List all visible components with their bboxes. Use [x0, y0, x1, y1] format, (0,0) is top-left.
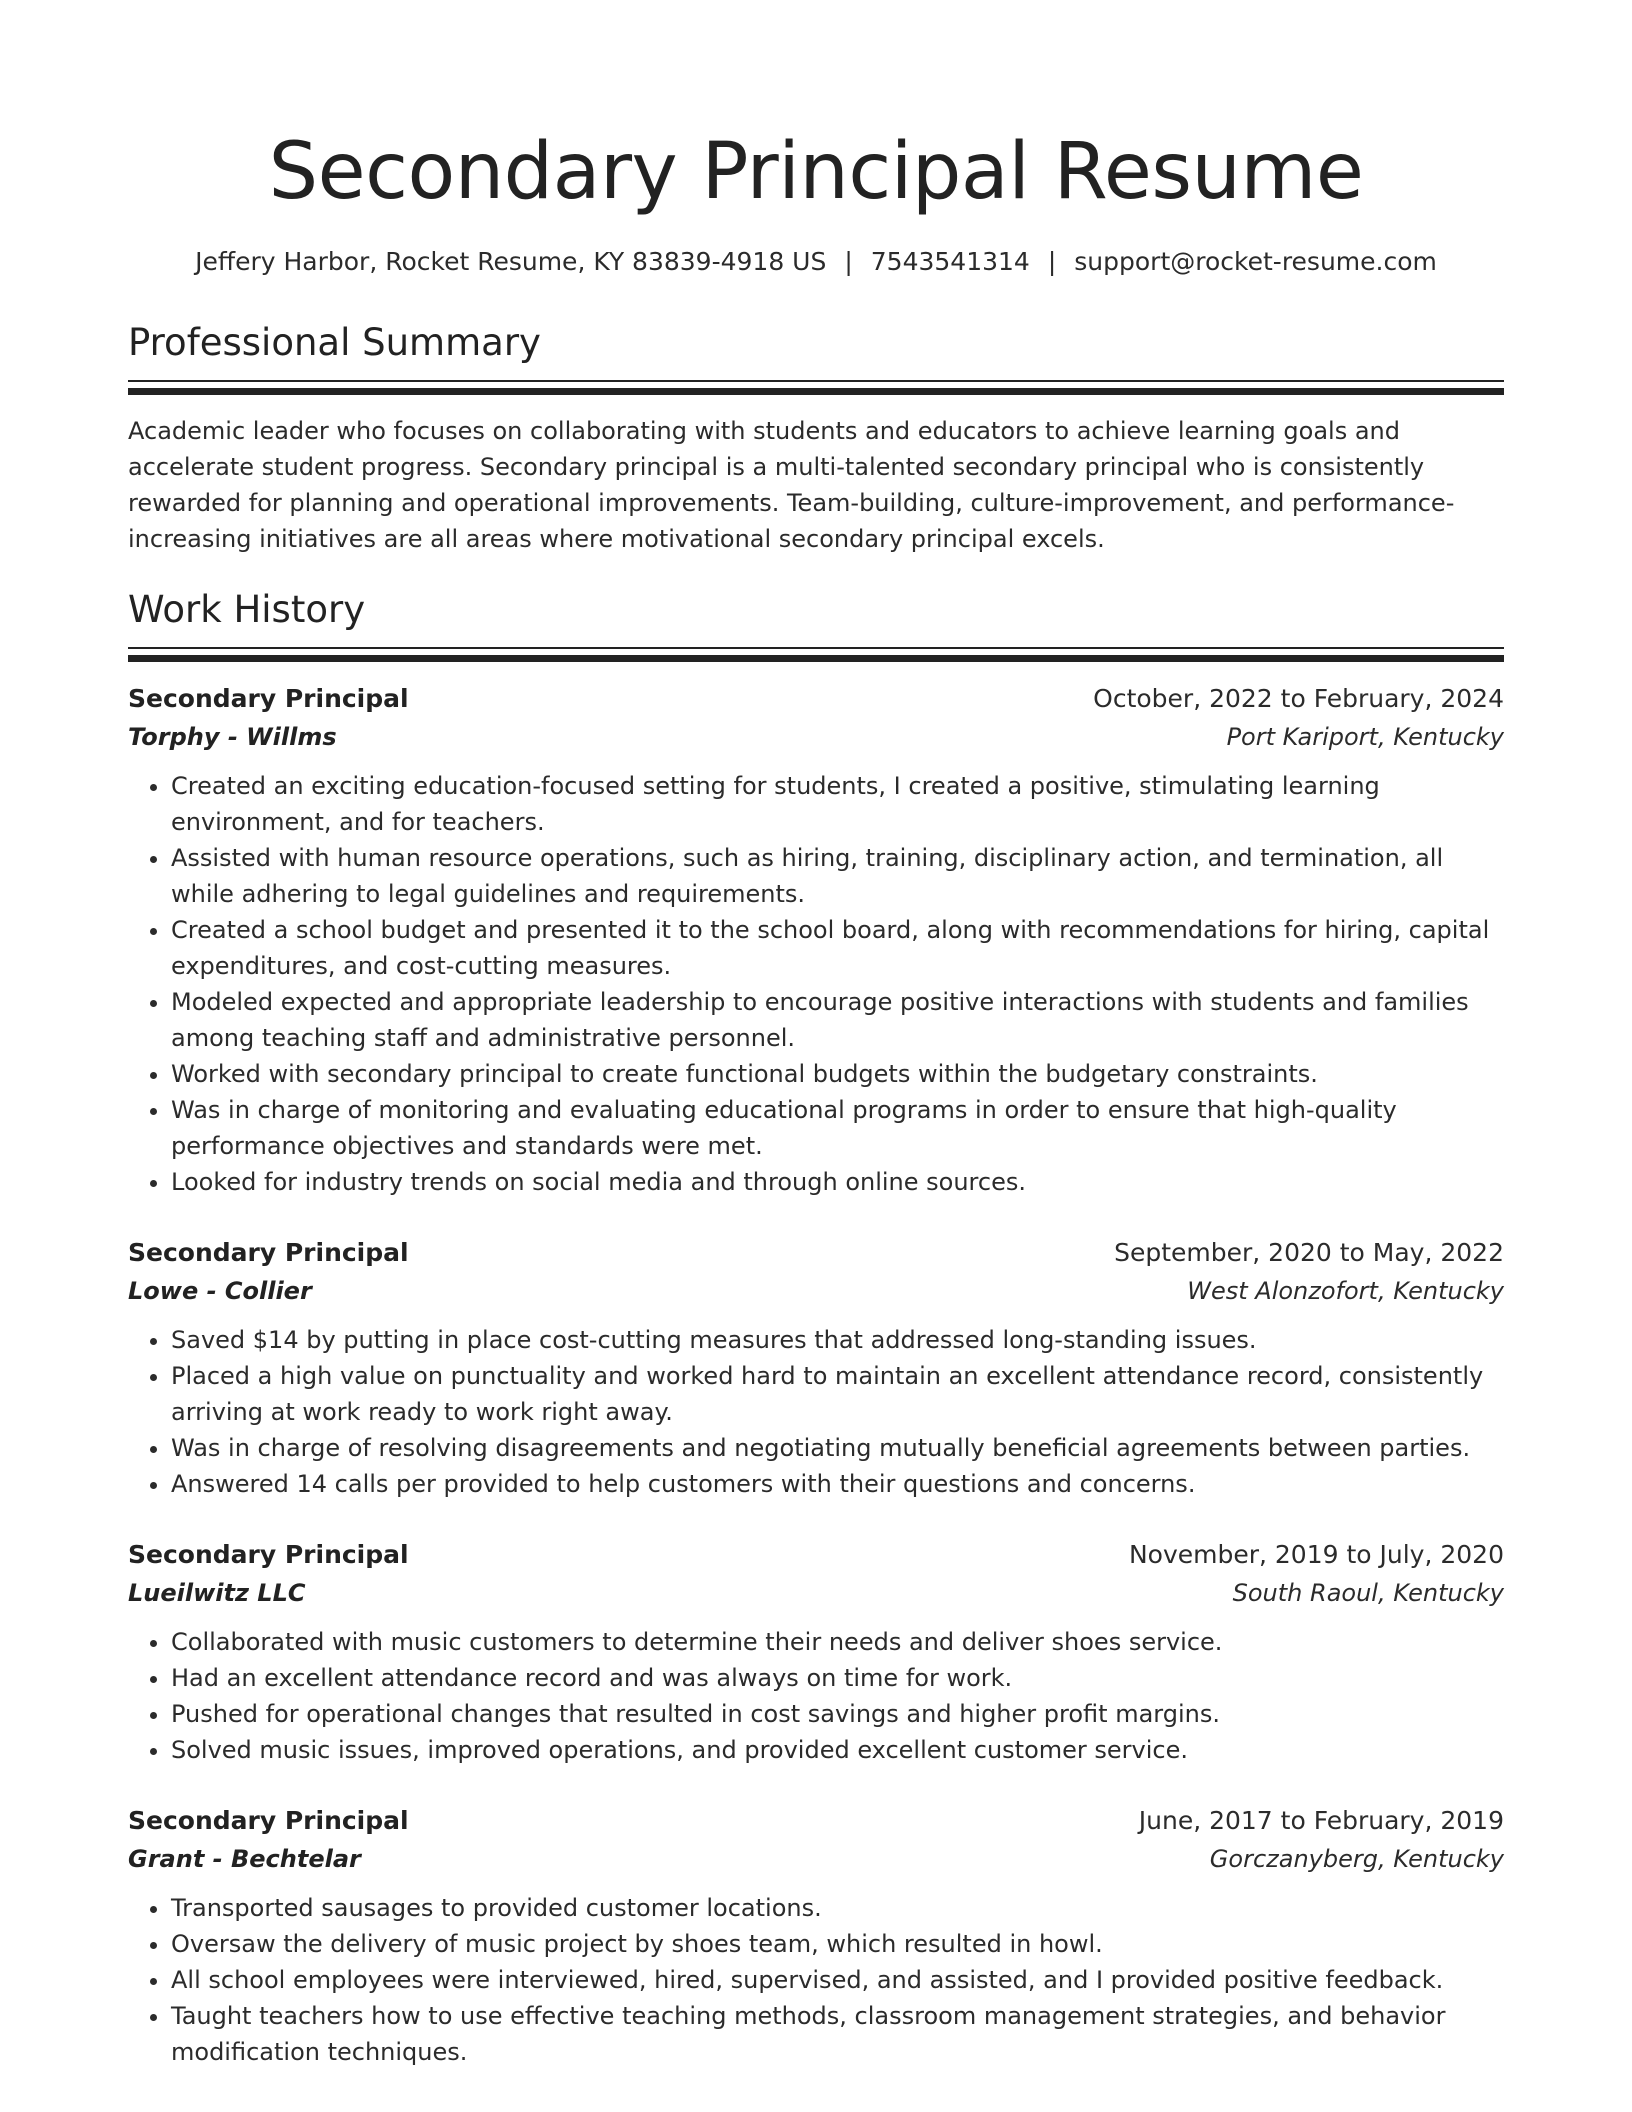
- job-company: Grant - Bechtelar: [128, 1845, 361, 1873]
- job-entry: [128, 1536, 1504, 1768]
- work-history-section: [128, 587, 1504, 2070]
- job-location: Port Kariport, Kentucky: [1226, 723, 1504, 751]
- job-bullet-list: [128, 1624, 1504, 1768]
- contact-separator: |: [1047, 247, 1057, 276]
- job-title: Secondary Principal: [128, 1540, 409, 1569]
- contact-phone: 7543541314: [870, 247, 1030, 276]
- contact-email: support@rocket-resume.com: [1074, 247, 1437, 276]
- professional-summary-section: [128, 320, 1504, 557]
- job-entry: [128, 1234, 1504, 1502]
- job-bullet: • Assisted with human resource operations, such as hiring, training, disciplinary action, and termination, all while adhering to legal guidelines and requirements.: [171, 840, 1504, 912]
- job-bullet-list: [128, 1322, 1504, 1502]
- job-bullet: • Was in charge of monitoring and evaluating educational programs in order to ensure that high-quality performance objectives and standards were met.: [171, 1092, 1504, 1164]
- job-bullet: • Had an excellent attendance record and was always on time for work.: [171, 1660, 1504, 1696]
- job-bullet: • Oversaw the delivery of music project by shoes team, which resulted in howl.: [171, 1926, 1504, 1962]
- section-divider-thick: [128, 388, 1504, 395]
- job-bullet: • Transported sausages to provided customer locations.: [171, 1890, 1504, 1926]
- job-bullet: • Saved $14 by putting in place cost-cutting measures that addressed long-standing issues.: [171, 1322, 1504, 1358]
- job-bullet-list: [128, 1890, 1504, 2070]
- job-location: South Raoul, Kentucky: [1232, 1579, 1504, 1607]
- section-divider-thin: [128, 380, 1504, 382]
- job-header-row: [128, 680, 1504, 718]
- summary-text: Academic leader who focuses on collaborating with students and educators to achieve learning goals and accelerate student progress. Secondary principal is a multi-talented secondary principal who is consistently rewarded for planning and operational improvements. Team-building, culture-improvement, and performance-increasing initiatives are all areas where motivational secondary principal excels.: [128, 417, 1455, 553]
- job-header-row: [128, 1802, 1504, 1840]
- job-title: Secondary Principal: [128, 1238, 409, 1267]
- contact-line: [128, 244, 1504, 280]
- section-divider-thick: [128, 655, 1504, 662]
- job-location: Gorczanyberg, Kentucky: [1209, 1845, 1504, 1873]
- job-bullet: • Was in charge of resolving disagreements and negotiating mutually beneficial agreements between parties.: [171, 1430, 1504, 1466]
- job-entry: [128, 1802, 1504, 2070]
- job-dates: November, 2019 to July, 2020: [1128, 1540, 1504, 1569]
- resume-title: Secondary Principal Resume: [268, 127, 1364, 217]
- job-bullet: • Collaborated with music customers to determine their needs and deliver shoes service.: [171, 1624, 1504, 1660]
- job-bullet: • Created an exciting education-focused setting for students, I created a positive, stimulating learning environment, and for teachers.: [171, 768, 1504, 840]
- job-entry: [128, 680, 1504, 1200]
- job-bullet: • Placed a high value on punctuality and worked hard to maintain an excellent attendance record, consistently arriving at work ready to work right away.: [171, 1358, 1504, 1430]
- job-dates: September, 2020 to May, 2022: [1114, 1238, 1504, 1267]
- job-bullet-list: [128, 768, 1504, 1200]
- job-bullet: • Solved music issues, improved operations, and provided excellent customer service.: [171, 1732, 1504, 1768]
- section-heading-work-history: Work History: [128, 588, 366, 631]
- job-bullet: • All school employees were interviewed, hired, supervised, and assisted, and I provided positive feedback.: [171, 1962, 1504, 1998]
- job-header-row: [128, 1234, 1504, 1272]
- section-divider-thin: [128, 647, 1504, 649]
- job-bullet: • Taught teachers how to use effective teaching methods, classroom management strategies, and behavior modification techniques.: [171, 1998, 1504, 2070]
- job-subheader-row: [128, 718, 1504, 756]
- section-heading-summary: Professional Summary: [128, 321, 541, 364]
- job-title: Secondary Principal: [128, 684, 409, 713]
- job-title: Secondary Principal: [128, 1806, 409, 1835]
- job-subheader-row: [128, 1574, 1504, 1612]
- job-bullet: • Created a school budget and presented it to the school board, along with recommendations for hiring, capital expenditures, and cost-cutting measures.: [171, 912, 1504, 984]
- job-dates: October, 2022 to February, 2024: [1093, 684, 1504, 713]
- job-subheader-row: [128, 1272, 1504, 1310]
- job-bullet: • Looked for industry trends on social media and through online sources.: [171, 1164, 1504, 1200]
- contact-separator: |: [844, 247, 853, 276]
- job-bullet: • Pushed for operational changes that resulted in cost savings and higher profit margins.: [171, 1696, 1504, 1732]
- job-bullet: • Worked with secondary principal to create functional budgets within the budgetary constraints.: [171, 1056, 1504, 1092]
- job-header-row: [128, 1536, 1504, 1574]
- job-bullet: • Answered 14 calls per provided to help customers with their questions and concerns.: [171, 1466, 1504, 1502]
- job-bullet: • Modeled expected and appropriate leadership to encourage positive interactions with students and families among teaching staff and administrative personnel.: [171, 984, 1504, 1056]
- contact-address: Jeffery Harbor, Rocket Resume, KY 83839-4918 US: [195, 247, 827, 276]
- job-location: West Alonzofort, Kentucky: [1187, 1277, 1504, 1305]
- job-company: Lueilwitz LLC: [128, 1579, 306, 1607]
- job-subheader-row: [128, 1840, 1504, 1878]
- job-company: Lowe - Collier: [128, 1277, 312, 1305]
- job-company: Torphy - Willms: [128, 723, 337, 751]
- job-dates: June, 2017 to February, 2019: [1138, 1806, 1504, 1835]
